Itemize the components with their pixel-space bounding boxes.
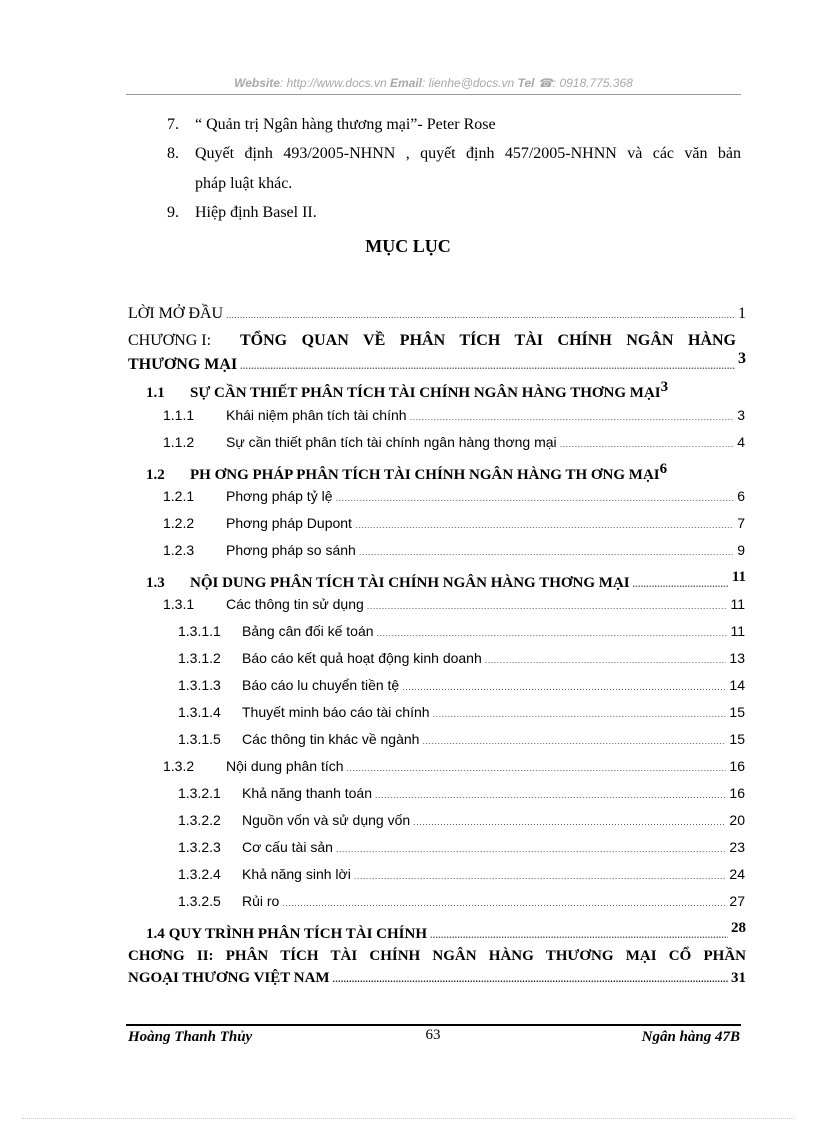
header-divider bbox=[126, 94, 741, 95]
toc-page-number: 9 bbox=[737, 542, 745, 558]
toc-page-number: 3 bbox=[737, 407, 745, 423]
toc-entry-title: Thuyết minh báo cáo tài chính bbox=[242, 704, 430, 720]
toc-subsubsection[interactable] bbox=[178, 866, 745, 882]
toc-leader bbox=[333, 974, 728, 984]
toc-section-number: 1.3.1 bbox=[163, 596, 195, 612]
toc-section-number: 1.3.2.2 bbox=[178, 812, 221, 828]
toc-leader bbox=[336, 844, 727, 854]
chapter-title: TỔNG QUAN VỀ PHÂN TÍCH TÀI CHÍNH NGÂN HÀNG bbox=[240, 332, 736, 349]
toc-section-number: 1.3.1.5 bbox=[178, 731, 221, 747]
toc-leader bbox=[355, 520, 734, 530]
toc-leader bbox=[354, 871, 727, 881]
toc-section-number: 1.2.2 bbox=[163, 515, 195, 531]
toc-page-number: 7 bbox=[737, 515, 745, 531]
toc-section-number: 1.3.1.3 bbox=[178, 677, 221, 693]
toc-section[interactable] bbox=[146, 920, 746, 943]
toc-leader bbox=[430, 930, 728, 940]
toc-section-number: 1.3.2.3 bbox=[178, 839, 221, 855]
footer-divider bbox=[126, 1024, 741, 1026]
toc-section-number: 1.3.1.4 bbox=[178, 704, 221, 720]
page-bottom-border bbox=[22, 1118, 794, 1119]
toc-section-number: 1.3.2.5 bbox=[178, 893, 221, 909]
toc-section-number: 1.1 bbox=[146, 385, 165, 401]
toc-section[interactable] bbox=[146, 379, 746, 402]
email-label: Email bbox=[389, 76, 422, 90]
toc-entry-title: Sự cần thiết phân tích tài chính ngân hàng thơng mại bbox=[226, 434, 557, 450]
toc-entry-title: Bảng cân đối kế toán bbox=[242, 623, 374, 639]
toc-chapter-2-continued[interactable] bbox=[128, 970, 746, 987]
toc-chapter-2[interactable]: CHƠNG II: PHÂN TÍCH TÀI CHÍNH NGÂN HÀNG THƯƠNG MẠI CỔ PHẦN bbox=[128, 948, 746, 964]
toc-entry-title: Phơng pháp tỷ lệ bbox=[226, 488, 333, 504]
footer-page-number: 63 bbox=[425, 1027, 441, 1043]
reference-number: 9. bbox=[167, 204, 179, 221]
toc-subsection[interactable] bbox=[163, 758, 745, 774]
toc-subsubsection[interactable] bbox=[178, 704, 745, 720]
toc-page-number: 3 bbox=[738, 350, 746, 367]
toc-section[interactable] bbox=[146, 569, 746, 592]
toc-subsection[interactable] bbox=[163, 542, 745, 558]
toc-leader bbox=[433, 709, 727, 719]
toc-subsubsection[interactable] bbox=[178, 677, 745, 693]
toc-subsection[interactable] bbox=[163, 488, 745, 504]
toc-leader bbox=[485, 655, 727, 665]
chapter-label: CHƯƠNG I: bbox=[128, 332, 212, 349]
toc-entry-title: Phơng pháp Dupont bbox=[226, 515, 352, 531]
toc-leader bbox=[347, 763, 727, 773]
toc-leader bbox=[282, 898, 726, 908]
toc-section-number: 1.1.2 bbox=[163, 434, 195, 450]
toc-page-number: 11 bbox=[730, 596, 745, 612]
toc-entry-title: THƯƠNG MẠI bbox=[128, 356, 238, 373]
toc-page-number: 15 bbox=[729, 704, 745, 720]
toc-leader bbox=[422, 736, 726, 746]
toc-section-number: 1.3.1.1 bbox=[178, 623, 221, 639]
toc-leader bbox=[367, 601, 728, 611]
toc-subsection[interactable] bbox=[163, 434, 745, 450]
toc-chapter-1[interactable] bbox=[128, 332, 736, 350]
toc-title: MỤC LỤC bbox=[365, 236, 451, 256]
toc-chapter-1-continued[interactable] bbox=[128, 350, 746, 374]
toc-entry-title: Các thông tin khác về ngành bbox=[242, 731, 420, 747]
toc-subsubsection[interactable] bbox=[178, 893, 745, 909]
toc-page-number: 28 bbox=[731, 920, 746, 936]
toc-subsubsection[interactable] bbox=[178, 839, 745, 855]
footer-author: Hoàng Thanh Thủy bbox=[128, 1029, 253, 1045]
toc-page-number: 23 bbox=[729, 839, 745, 855]
reference-text: Quyết định 493/2005-NHNN , quyết định 457/2005-NHNN và các văn bản bbox=[195, 145, 741, 162]
toc-entry-title: Khả năng thanh toán bbox=[242, 785, 373, 801]
toc-leader bbox=[377, 628, 728, 638]
toc-entry-title: Khái niệm phân tích tài chính bbox=[226, 407, 407, 423]
toc-page-number: 11 bbox=[730, 623, 745, 639]
toc-section-number: 1.3.2 bbox=[163, 758, 195, 774]
toc-subsubsection[interactable] bbox=[178, 623, 745, 639]
toc-entry-title: QUY TRÌNH PHÂN TÍCH TÀI CHÍNH bbox=[168, 926, 427, 942]
toc-page-number: 6 bbox=[737, 488, 745, 504]
toc-section[interactable] bbox=[146, 461, 746, 484]
toc-entry-title: Cơ cấu tài sản bbox=[242, 839, 333, 855]
toc-leader bbox=[335, 493, 734, 503]
toc-page-number: 1 bbox=[738, 305, 746, 322]
toc-entry-title: Rủi ro bbox=[242, 893, 280, 909]
toc-leader bbox=[633, 579, 729, 589]
toc-leader bbox=[560, 439, 735, 449]
toc-section-number: 1.3.2.1 bbox=[178, 785, 221, 801]
toc-entry-title: Báo cáo lu chuyển tiền tệ bbox=[242, 677, 400, 693]
toc-page-number: 27 bbox=[729, 893, 745, 909]
reference-number: 8. bbox=[167, 145, 179, 162]
toc-subsection[interactable] bbox=[163, 515, 745, 531]
toc-entry-title: LỜI MỞ ĐẦU bbox=[128, 305, 224, 322]
website-value[interactable]: : http://www.docs.vn bbox=[279, 76, 387, 90]
toc-section-number: 1.2 bbox=[146, 467, 165, 483]
email-value[interactable]: : lienhe@docs.vn bbox=[422, 76, 515, 90]
toc-entry-title: Nội dung phân tích bbox=[226, 758, 344, 774]
toc-entry-title: Nguồn vốn và sử dụng vốn bbox=[242, 812, 411, 828]
toc-page-number: 16 bbox=[729, 785, 745, 801]
toc-entry-intro[interactable] bbox=[128, 305, 746, 323]
toc-entry-title: SỰ CẦN THIẾT PHÂN TÍCH TÀI CHÍNH NGÂN HÀNG THƠNG MẠI bbox=[190, 385, 661, 401]
toc-page-number: 4 bbox=[737, 434, 745, 450]
phone-icon: ☎ bbox=[537, 76, 553, 90]
toc-page-number: 15 bbox=[729, 731, 745, 747]
toc-subsection[interactable] bbox=[163, 407, 745, 423]
toc-entry-title: Các thông tin sử dụng bbox=[226, 596, 364, 612]
toc-leader bbox=[375, 790, 726, 800]
toc-subsubsection[interactable] bbox=[178, 731, 745, 747]
footer-class: Ngân hàng 47B bbox=[641, 1029, 740, 1045]
toc-entry-title: Phơng pháp so sánh bbox=[226, 542, 356, 558]
reference-number: 7. bbox=[167, 116, 179, 133]
toc-subsubsection[interactable] bbox=[178, 812, 745, 828]
tel-label: Tel bbox=[517, 76, 535, 90]
toc-subsection[interactable] bbox=[163, 596, 745, 612]
toc-leader bbox=[413, 817, 726, 827]
toc-page-number: 3 bbox=[660, 379, 669, 395]
toc-subsubsection[interactable] bbox=[178, 650, 745, 666]
toc-page-number: 16 bbox=[729, 758, 745, 774]
toc-leader bbox=[410, 412, 735, 422]
tel-value: : 0918.775.368 bbox=[552, 76, 633, 90]
reference-text: “ Quản trị Ngân hàng thương mại”- Peter Rose bbox=[195, 116, 496, 133]
toc-section-number: 1.2.3 bbox=[163, 542, 195, 558]
toc-entry-title: Báo cáo kết quả hoạt động kinh doanh bbox=[242, 650, 482, 666]
reference-text: pháp luật khác. bbox=[195, 175, 293, 192]
toc-page-number: 13 bbox=[729, 650, 745, 666]
toc-entry-title: NỘI DUNG PHÂN TÍCH TÀI CHÍNH NGÂN HÀNG THƠNG MẠI bbox=[190, 575, 630, 591]
toc-page-number: 11 bbox=[731, 569, 746, 585]
toc-leader bbox=[226, 310, 735, 320]
toc-section-number: 1.4 bbox=[146, 926, 165, 942]
reference-text: Hiệp định Basel II. bbox=[195, 204, 317, 221]
toc-section-number: 1.3 bbox=[146, 575, 165, 591]
toc-section-number: 1.3.1.2 bbox=[178, 650, 221, 666]
toc-page-number: 20 bbox=[729, 812, 745, 828]
toc-section-number: 1.1.1 bbox=[163, 407, 195, 423]
toc-entry-title: NGOẠI THƯƠNG VIỆT NAM bbox=[128, 970, 330, 986]
toc-section-number: 1.3.2.4 bbox=[178, 866, 221, 882]
toc-entry-title: Khả năng sinh lời bbox=[242, 866, 351, 882]
website-label: Website bbox=[234, 76, 280, 90]
toc-page-number: 14 bbox=[729, 677, 745, 693]
toc-leader bbox=[359, 547, 734, 557]
website-header bbox=[126, 76, 741, 90]
toc-page-number: 31 bbox=[731, 970, 746, 986]
toc-page-number: 24 bbox=[729, 866, 745, 882]
toc-entry-title: PH ƠNG PHÁP PHÂN TÍCH TÀI CHÍNH NGÂN HÀNG TH ƠNG MẠI bbox=[190, 467, 660, 483]
toc-leader bbox=[240, 361, 735, 371]
toc-subsubsection[interactable] bbox=[178, 785, 745, 801]
toc-page-number: 6 bbox=[659, 461, 668, 477]
toc-leader bbox=[402, 682, 726, 692]
toc-section-number: 1.2.1 bbox=[163, 488, 195, 504]
